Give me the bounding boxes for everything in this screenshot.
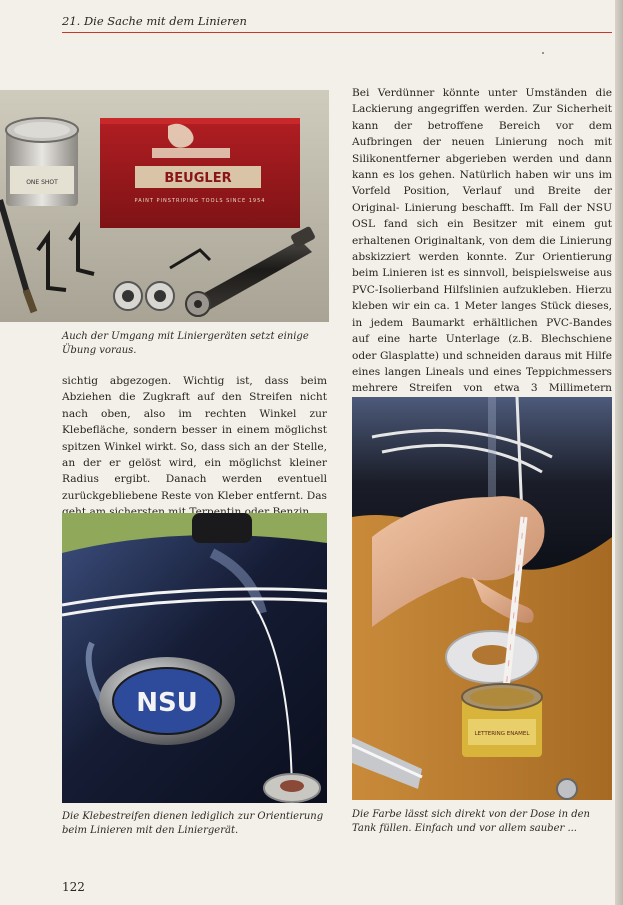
speck <box>542 52 544 54</box>
running-header: 21. Die Sache mit dem Linieren <box>62 14 247 28</box>
caption-photo-1: Auch der Umgang mit Liniergeräten setzt einige Übung voraus. <box>62 331 309 356</box>
tank-illustration <box>62 513 327 803</box>
photo-pinstriping-tools <box>0 90 329 322</box>
caption-photo-2: Die Klebestreifen dienen lediglich zur Orientierung beim Linieren mit den Liniergerät. <box>62 811 324 836</box>
header-rule <box>62 32 612 33</box>
lettering-can-text: LETTERING ENAMEL <box>474 731 530 737</box>
photo-filling-paint <box>352 397 612 800</box>
nsu-badge-text: NSU <box>136 688 198 718</box>
body-text-left-column <box>62 373 327 521</box>
box-tagline-text: PAINT PINSTRIPING TOOLS SINCE 1954 <box>134 198 266 204</box>
filling-illustration <box>352 397 612 800</box>
page-edge <box>615 0 623 905</box>
photo-nsu-tank <box>62 513 327 803</box>
paragraph-left: sichtig abgezogen. Wichtig ist, dass beim Abziehen die Zugkraft auf den Streifen nicht nach oben, also im rechten Winkel zur Klebefläche, sondern besser in einem möglichst spitzen Winkel wirkt. So, dass sich an der Stelle, an der er gelöst wird, ein möglichst kleiner Radius ergibt. Danach werden eventuell zurückgebliebene Reste von Kleber entfernt. Das <box>62 375 327 502</box>
box-brand-text: BEUGLER <box>164 171 232 186</box>
can-label-text: ONE SHOT <box>26 179 58 186</box>
tools-illustration <box>0 90 329 322</box>
caption-photo-3: Die Farbe lässt sich direkt von der Dose in den Tank füllen. Einfach und vor allem sauber ... <box>352 809 590 834</box>
page-number: 122 <box>62 880 85 894</box>
body-text-right-column <box>352 85 612 413</box>
paragraph-right: Bei Verdünner könnte unter Umständen die Lackierung angegriffen werden. Zur Sicherheit kann der betroffene Bereich vor dem Aufbringen der neuen Linierung noch mit Silikonentferner abgerieben werden und dann kann es los gehen. Natürlich haben wir uns im Vorfeld Position, Verlauf und Breite der Original- Linierung beschafft. Im Fall der NSU OSL fand sich ein Besitzer mit einem gut erhaltenen Originaltank, von dem die Linierung abskizziert werden konnte. Zur Orientierung beim Linieren ist es sinnvoll, beispielsweise aus PVC-Isolierband Hilfslinien aufzukleben. Hierzu kleben wir ein ca. 1 Meter langes Stück dieses, in jedem Baumarkt erhältlichen PVC-Bandes auf eine harte Unterlage (z.B. Blechschiene oder Glasplatte) und schneiden daraus mit Hilfe eines langen Lineals und eines Teppichmessers mehrere Streifen von etwa 3 Millimetern <box>352 87 612 395</box>
